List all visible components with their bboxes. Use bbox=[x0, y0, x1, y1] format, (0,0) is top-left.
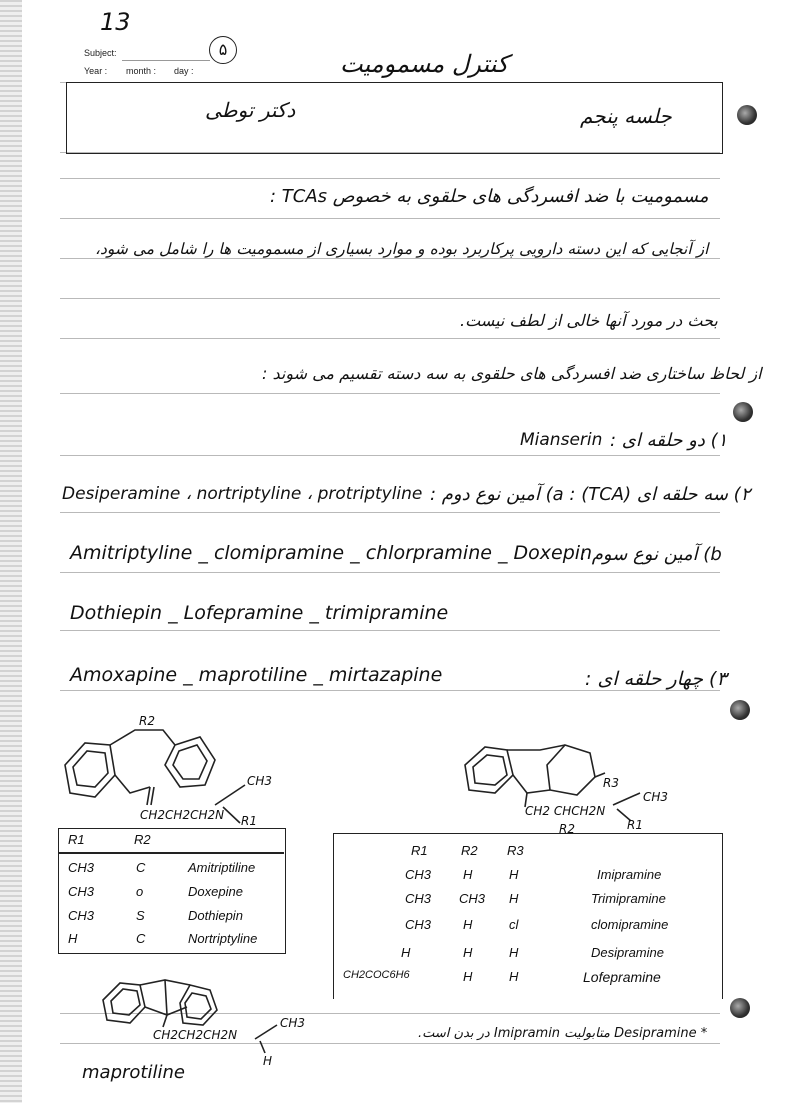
cell-r2: C bbox=[136, 860, 146, 875]
circled-session-number: ۵ bbox=[209, 36, 237, 64]
benzene-ring-right-inner bbox=[173, 745, 207, 779]
central-ring bbox=[507, 745, 565, 793]
chain-bond bbox=[163, 1015, 167, 1027]
cell-r1: CH3 bbox=[68, 908, 95, 923]
ruled-line bbox=[60, 338, 720, 339]
header-r1: R1 bbox=[411, 843, 428, 858]
n-ch3-bond bbox=[255, 1025, 277, 1039]
r3-label: R3 bbox=[603, 776, 619, 790]
ruled-line bbox=[60, 572, 720, 573]
ruled-line bbox=[60, 393, 720, 394]
side-chain-label: CH2CH2CH2N bbox=[153, 1028, 238, 1042]
table-right-content bbox=[333, 833, 721, 998]
n-ch3-bond bbox=[215, 785, 245, 805]
footnote: * Desipramine متابولیت Imipramin در بدن است. bbox=[418, 1026, 708, 1041]
cell-drug: Nortriptyline bbox=[188, 931, 258, 946]
benzene-ring-right bbox=[547, 745, 595, 795]
cell-drug: Amitriptiline bbox=[188, 860, 256, 875]
tricyclic-structure-right bbox=[455, 735, 715, 835]
ruled-line bbox=[60, 690, 720, 691]
session-label: جلسه پنجم bbox=[580, 104, 672, 128]
item-3-label: ۳) چهار حلقه ای : bbox=[585, 668, 727, 690]
ruled-line bbox=[60, 455, 720, 456]
header-r3: R3 bbox=[507, 843, 524, 858]
month-label: month : bbox=[126, 66, 157, 76]
item-2b-drugs: Amitriptyline _ clomipramine _ chlorpramine _ Doxepin bbox=[70, 542, 593, 564]
cell-drug: clomipramine bbox=[591, 917, 669, 932]
cell-r3: H bbox=[509, 945, 519, 960]
cell-drug: Imipramine bbox=[597, 867, 662, 882]
side-chain-label: CH2CH2CH2N bbox=[140, 808, 225, 822]
item-1-label: ۱) دو حلقه ای : bbox=[610, 430, 728, 451]
subject-label: Subject: bbox=[84, 48, 117, 58]
page-edge bbox=[0, 0, 22, 1103]
paragraph-1: از آنجایی که این دسته دارویی پرکاربرد بوده و موارد بسیاری از مسمومیت ها را شامل می شود، bbox=[95, 240, 709, 258]
cell-r1: CH3 bbox=[405, 917, 432, 932]
n-ch3-bond bbox=[613, 793, 640, 805]
tricyclic-structure-left bbox=[55, 714, 285, 828]
exocyclic-double-bond bbox=[147, 787, 150, 805]
benzene-ring-left-inner bbox=[73, 751, 108, 787]
side-chain-label: CH2 CHCH2N bbox=[525, 804, 606, 818]
item-2b-drugs-continued: Dothiepin _ Lofepramine _ trimipramine bbox=[70, 602, 449, 624]
central-ring-top bbox=[110, 730, 175, 745]
page-number: 13 bbox=[100, 8, 131, 36]
header-r2: R2 bbox=[461, 843, 478, 858]
item-2-label: ۲) سه حلقه ای (TCA) : a) آمین نوع دوم : bbox=[430, 484, 751, 505]
ruled-line bbox=[60, 298, 720, 299]
cell-drug: Lofepramine bbox=[583, 969, 661, 985]
item-3-drugs: Amoxapine _ maprotiline _ mirtazapine bbox=[70, 664, 443, 686]
table-left-content bbox=[58, 828, 284, 952]
cell-drug: Desipramine bbox=[591, 945, 664, 960]
header-r2: R2 bbox=[134, 832, 151, 847]
cell-r1: CH3 bbox=[68, 860, 95, 875]
binder-hole bbox=[730, 998, 750, 1018]
instructor-name: دکتر توطی bbox=[205, 98, 296, 122]
ruled-line bbox=[60, 512, 720, 513]
ruled-line bbox=[60, 630, 720, 631]
cell-r2: H bbox=[463, 945, 473, 960]
cell-r2: CH3 bbox=[459, 891, 486, 906]
subject-underline bbox=[122, 60, 210, 61]
cell-r1: H bbox=[401, 945, 411, 960]
ch3-label: CH3 bbox=[280, 1016, 306, 1030]
cell-r2: H bbox=[463, 867, 473, 882]
paragraph-2: بحث در مورد آنها خالی از لطف نیست. bbox=[460, 311, 718, 330]
item-2a-drugs: Desiperamine ، nortriptyline ، protriptyline bbox=[62, 484, 423, 504]
binder-hole bbox=[733, 402, 753, 422]
year-label: Year : bbox=[84, 66, 108, 76]
cell-drug: Dothiepin bbox=[188, 908, 243, 923]
cell-r2: S bbox=[136, 908, 145, 923]
cell-drug: Trimipramine bbox=[591, 891, 666, 906]
cell-r3: H bbox=[509, 891, 519, 906]
cell-r2: C bbox=[136, 931, 146, 946]
ruled-line bbox=[60, 178, 720, 179]
paragraph-3: از لحاظ ساختاری ضد افسردگی های حلقوی به سه دسته تقسیم می شوند : bbox=[262, 364, 762, 383]
cell-r3: H bbox=[509, 867, 519, 882]
binder-hole bbox=[730, 700, 750, 720]
n-r1-bond bbox=[223, 807, 240, 823]
cell-r2: o bbox=[136, 884, 144, 899]
item-1-drugs: Mianserin bbox=[520, 430, 603, 450]
day-label: day : bbox=[174, 66, 194, 76]
cell-r1: CH2COC6H6 bbox=[343, 969, 410, 981]
ch3-label: CH3 bbox=[643, 790, 669, 804]
header-r1: R1 bbox=[68, 832, 85, 847]
n-h-bond bbox=[260, 1041, 265, 1053]
r1-label: R1 bbox=[627, 818, 643, 832]
r2-label: R2 bbox=[139, 714, 155, 728]
benzene-ring-right-inner bbox=[185, 993, 211, 1019]
cell-r1: CH3 bbox=[68, 884, 95, 899]
binder-hole bbox=[737, 105, 757, 125]
benzene-ring-left-inner bbox=[111, 989, 140, 1015]
exocyclic-double-bond-2 bbox=[151, 787, 154, 805]
cell-r3: cl bbox=[509, 917, 519, 932]
cell-r1: CH3 bbox=[405, 867, 432, 882]
ruled-line bbox=[60, 258, 720, 259]
cell-r2: H bbox=[463, 969, 473, 984]
h-label: H bbox=[263, 1054, 273, 1068]
cell-r2: H bbox=[463, 917, 473, 932]
benzene-ring-left-inner bbox=[473, 755, 507, 785]
cell-r1: H bbox=[68, 931, 78, 946]
central-ring-bottom bbox=[115, 775, 150, 793]
item-2b-label: b) آمین نوع سوم : bbox=[580, 544, 722, 565]
cell-drug: Doxepine bbox=[188, 884, 243, 899]
section-heading: مسمومیت با ضد افسردگی های حلقوی به خصوص TCAs : bbox=[270, 186, 709, 207]
cell-r3: H bbox=[509, 969, 519, 984]
r1-label: R1 bbox=[241, 814, 257, 828]
cell-r1: CH3 bbox=[405, 891, 432, 906]
tetracyclic-structure-maprotiline bbox=[95, 975, 325, 1068]
ch3-label: CH3 bbox=[247, 774, 273, 788]
page-title: کنترل مسمومیت bbox=[340, 50, 509, 78]
r2-label: R2 bbox=[559, 822, 575, 836]
maprotiline-label: maprotiline bbox=[82, 1062, 185, 1083]
ruled-line bbox=[60, 218, 720, 219]
